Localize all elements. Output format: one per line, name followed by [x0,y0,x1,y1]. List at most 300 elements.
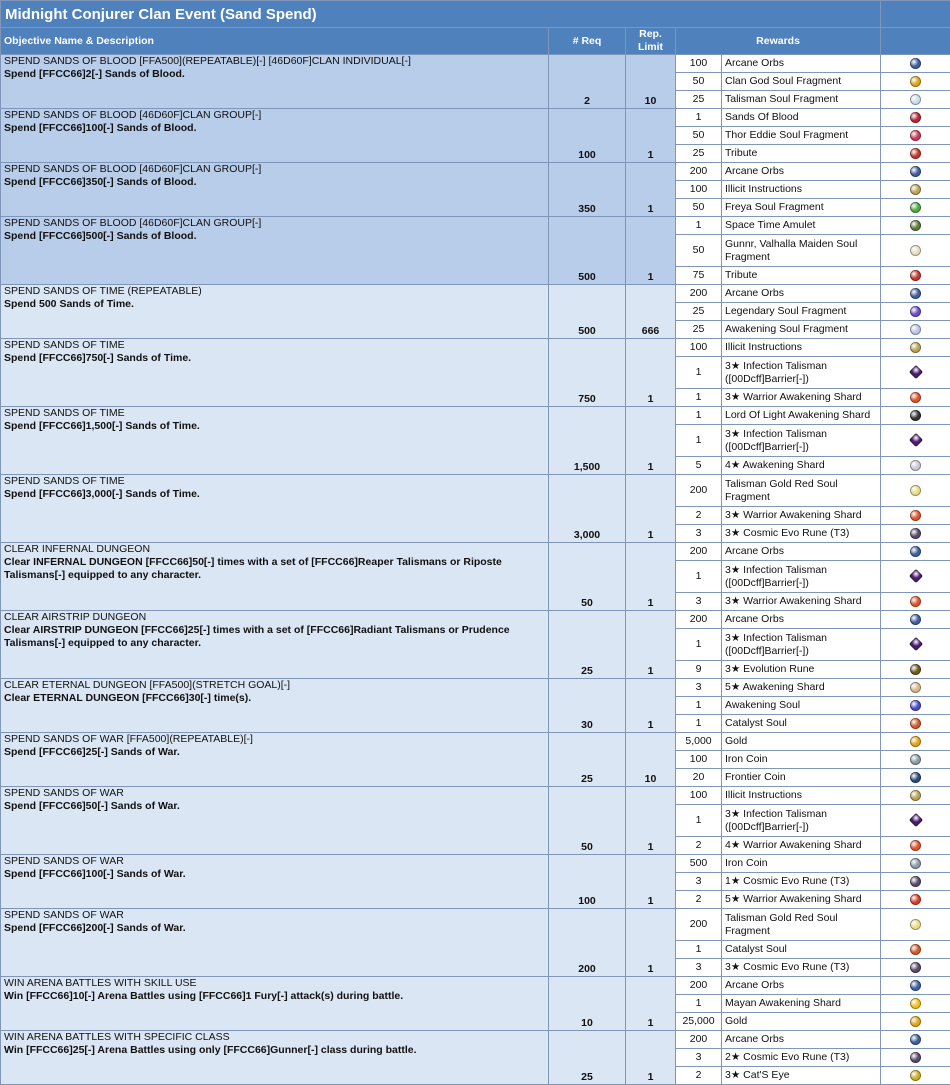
objective-cell [1,787,549,855]
reward-icon-cell [881,163,950,181]
objective-cell [1,339,549,407]
objective-row [1,1031,950,1049]
required-count: 3,000 [549,475,626,543]
repeat-limit: 1 [626,977,676,1031]
reward-amount: 1 [676,995,722,1013]
reward-amount: 500 [676,855,722,873]
objective-description: Spend [FFCC66]750[-] Sands of Time. [4,352,545,365]
reward-amount: 3 [676,1049,722,1067]
reward-amount: 200 [676,1031,722,1049]
reward-name: Lord Of Light Awakening Shard [722,407,881,425]
reward-name: Thor Eddie Soul Fragment [722,127,881,145]
reward-icon-cell [881,805,950,837]
warrior-awakening-shard-icon [910,510,921,521]
reward-name: 3★ Warrior Awakening Shard [722,507,881,525]
objective-cell [1,285,549,339]
reward-amount: 100 [676,787,722,805]
reward-icon-cell [881,357,950,389]
mayan-awakening-shard-icon [910,998,921,1009]
objective-row [1,543,950,561]
reward-amount: 50 [676,127,722,145]
reward-name: Arcane Orbs [722,55,881,73]
reward-amount: 100 [676,181,722,199]
reward-amount: 1 [676,941,722,959]
reward-name: 3★ Warrior Awakening Shard [722,389,881,407]
reward-name: 2★ Cosmic Evo Rune (T3) [722,1049,881,1067]
reward-name: 3★ Evolution Rune [722,661,881,679]
required-count: 100 [549,855,626,909]
repeat-limit: 1 [626,611,676,679]
talisman-gold-red-soul-fragment-icon [910,919,921,930]
reward-amount: 1 [676,357,722,389]
reward-icon-cell [881,1067,950,1085]
awakening-soul-icon [910,700,921,711]
reward-icon-cell [881,217,950,235]
reward-name: 3★ Warrior Awakening Shard [722,593,881,611]
reward-name: Arcane Orbs [722,611,881,629]
reward-amount: 2 [676,1067,722,1085]
reward-amount: 1 [676,425,722,457]
reward-amount: 100 [676,751,722,769]
header-objective: Objective Name & Description [1,28,549,55]
repeat-limit: 1 [626,855,676,909]
objective-row [1,55,950,73]
reward-name: Talisman Gold Red Soul Fragment [722,475,881,507]
objective-description: Spend [FFCC66]50[-] Sands of War. [4,800,545,813]
reward-amount: 200 [676,285,722,303]
reward-amount: 1 [676,629,722,661]
objective-cell [1,733,549,787]
reward-icon-cell [881,1013,950,1031]
objective-cell [1,407,549,475]
repeat-limit: 1 [626,909,676,977]
infection-talisman-icon [908,813,922,827]
warrior-awakening-shard-icon [910,840,921,851]
objective-name: SPEND SANDS OF TIME (REPEATABLE) [4,285,545,298]
reward-name: Frontier Coin [722,769,881,787]
reward-icon-cell [881,525,950,543]
cosmic-evo-rune-icon [910,962,921,973]
required-count: 50 [549,787,626,855]
reward-icon-cell [881,769,950,787]
objective-row [1,977,950,995]
objective-description: Spend [FFCC66]25[-] Sands of War. [4,746,545,759]
frontier-coin-icon [910,772,921,783]
tribute-icon [910,148,921,159]
reward-amount: 50 [676,235,722,267]
objective-row [1,339,950,357]
reward-icon-cell [881,959,950,977]
objective-name: SPEND SANDS OF TIME [4,339,545,352]
gold-icon [910,1016,921,1027]
required-count: 25 [549,1031,626,1085]
reward-icon-cell [881,697,950,715]
gold-icon [910,736,921,747]
repeat-limit: 1 [626,339,676,407]
reward-icon-cell [881,321,950,339]
arcane-orbs-icon [910,1034,921,1045]
reward-name: Iron Coin [722,855,881,873]
title-blank-cell [881,1,950,28]
arcane-orbs-icon [910,288,921,299]
objective-cell [1,909,549,977]
infection-talisman-icon [908,637,922,651]
title-row [1,1,950,28]
reward-amount: 20 [676,769,722,787]
reward-name: Illicit Instructions [722,181,881,199]
objective-name: WIN ARENA BATTLES WITH SPECIFIC CLASS [4,1031,545,1044]
reward-icon-cell [881,873,950,891]
reward-icon-cell [881,55,950,73]
reward-name: 1★ Cosmic Evo Rune (T3) [722,873,881,891]
objective-description: Spend [FFCC66]2[-] Sands of Blood. [4,68,545,81]
reward-name: Freya Soul Fragment [722,199,881,217]
reward-amount: 75 [676,267,722,285]
catalyst-soul-icon [910,718,921,729]
reward-name: 4★ Awakening Shard [722,457,881,475]
objective-cell [1,163,549,217]
reward-amount: 50 [676,73,722,91]
legendary-soul-fragment-icon [910,306,921,317]
objective-description: Spend [FFCC66]1,500[-] Sands of Time. [4,420,545,433]
reward-icon-cell [881,267,950,285]
reward-amount: 25,000 [676,1013,722,1031]
objective-cell [1,109,549,163]
reward-icon-cell [881,91,950,109]
required-count: 500 [549,285,626,339]
objective-name: WIN ARENA BATTLES WITH SKILL USE [4,977,545,990]
objective-row [1,475,950,507]
required-count: 750 [549,339,626,407]
reward-name: 4★ Warrior Awakening Shard [722,837,881,855]
objective-description: Spend [FFCC66]350[-] Sands of Blood. [4,176,545,189]
repeat-limit: 1 [626,407,676,475]
awakening-shard-5-icon [910,682,921,693]
space-time-amulet-icon [910,220,921,231]
objective-row [1,733,950,751]
reward-amount: 200 [676,977,722,995]
reward-name: 3★ Infection Talisman ([00Dcff]Barrier[-]) [722,561,881,593]
required-count: 30 [549,679,626,733]
reward-name: Gunnr, Valhalla Maiden Soul Fragment [722,235,881,267]
reward-amount: 3 [676,525,722,543]
reward-icon-cell [881,715,950,733]
freya-soul-fragment-icon [910,202,921,213]
objective-cell [1,1031,549,1085]
reward-icon-cell [881,787,950,805]
required-count: 200 [549,909,626,977]
lord-of-light-awakening-shard-icon [910,410,921,421]
reward-icon-cell [881,507,950,525]
reward-amount: 25 [676,145,722,163]
arcane-orbs-icon [910,58,921,69]
illicit-instructions-icon [910,184,921,195]
reward-icon-cell [881,285,950,303]
reward-name: Illicit Instructions [722,787,881,805]
reward-name: Sands Of Blood [722,109,881,127]
objective-name: SPEND SANDS OF BLOOD [46D60F]CLAN GROUP[-] [4,163,545,176]
reward-amount: 100 [676,55,722,73]
page-title: Midnight Conjurer Clan Event (Sand Spend) [1,1,881,28]
objective-description: Spend [FFCC66]100[-] Sands of War. [4,868,545,881]
illicit-instructions-icon [910,790,921,801]
gunnr-soul-fragment-icon [910,245,921,256]
repeat-limit: 1 [626,543,676,611]
repeat-limit: 1 [626,217,676,285]
reward-name: 3★ Infection Talisman ([00Dcff]Barrier[-]) [722,805,881,837]
reward-amount: 100 [676,339,722,357]
tribute-icon [910,270,921,281]
arcane-orbs-icon [910,166,921,177]
thor-eddie-soul-fragment-icon [910,130,921,141]
reward-icon-cell [881,181,950,199]
reward-name: 3★ Infection Talisman ([00Dcff]Barrier[-]) [722,629,881,661]
objective-name: SPEND SANDS OF BLOOD [FFA500](REPEATABLE)[-] [46D60F]CLAN INDIVIDUAL[-] [4,55,545,68]
reward-amount: 25 [676,91,722,109]
required-count: 350 [549,163,626,217]
objective-cell [1,977,549,1031]
required-count: 100 [549,109,626,163]
reward-amount: 1 [676,715,722,733]
reward-amount: 2 [676,891,722,909]
objective-cell [1,679,549,733]
reward-amount: 9 [676,661,722,679]
objective-row [1,217,950,235]
reward-name: Arcane Orbs [722,1031,881,1049]
cosmic-evo-rune-icon [910,1052,921,1063]
talisman-soul-fragment-icon [910,94,921,105]
required-count: 50 [549,543,626,611]
objective-description: Win [FFCC66]25[-] Arena Battles using only [FFCC66]Gunner[-] class during battle. [4,1044,545,1057]
reward-icon-cell [881,837,950,855]
objective-cell [1,217,549,285]
reward-amount: 3 [676,873,722,891]
objective-description: Spend [FFCC66]100[-] Sands of Blood. [4,122,545,135]
reward-amount: 1 [676,407,722,425]
repeat-limit: 10 [626,55,676,109]
objective-cell [1,855,549,909]
reward-icon-cell [881,751,950,769]
reward-icon-cell [881,977,950,995]
reward-name: Awakening Soul Fragment [722,321,881,339]
objective-description: Spend [FFCC66]500[-] Sands of Blood. [4,230,545,243]
illicit-instructions-icon [910,342,921,353]
reward-icon-cell [881,145,950,163]
reward-amount: 200 [676,475,722,507]
header-req: # Req [549,28,626,55]
talisman-gold-red-soul-fragment-icon [910,485,921,496]
required-count: 10 [549,977,626,1031]
reward-icon-cell [881,995,950,1013]
reward-amount: 200 [676,543,722,561]
reward-amount: 25 [676,321,722,339]
objective-row [1,163,950,181]
cats-eye-icon [910,1070,921,1081]
reward-amount: 200 [676,163,722,181]
reward-amount: 3 [676,959,722,977]
arcane-orbs-icon [910,980,921,991]
reward-name: Arcane Orbs [722,977,881,995]
objective-name: SPEND SANDS OF WAR [4,909,545,922]
reward-icon-cell [881,611,950,629]
objective-name: SPEND SANDS OF WAR [4,855,545,868]
objective-description: Clear INFERNAL DUNGEON [FFCC66]50[-] times with a set of [FFCC66]Reaper Talismans or Riposte Talismans[-] equipped to any character. [4,556,545,582]
objective-row [1,285,950,303]
objective-row [1,109,950,127]
reward-name: Arcane Orbs [722,543,881,561]
warrior-awakening-shard-icon [910,894,921,905]
reward-name: Gold [722,733,881,751]
reward-amount: 5,000 [676,733,722,751]
reward-name: 3★ Cat'S Eye [722,1067,881,1085]
reward-icon-cell [881,339,950,357]
arcane-orbs-icon [910,614,921,625]
reward-amount: 3 [676,679,722,697]
reward-icon-cell [881,199,950,217]
objective-description: Clear AIRSTRIP DUNGEON [FFCC66]25[-] times with a set of [FFCC66]Radiant Talismans or Prudence Talismans[-] equipped to any character. [4,624,545,650]
repeat-limit: 1 [626,109,676,163]
reward-icon-cell [881,733,950,751]
reward-name: 3★ Infection Talisman ([00Dcff]Barrier[-]) [722,357,881,389]
objective-row [1,787,950,805]
repeat-limit: 1 [626,475,676,543]
objective-name: SPEND SANDS OF WAR [4,787,545,800]
reward-icon-cell [881,629,950,661]
objective-description: Win [FFCC66]10[-] Arena Battles using [FFCC66]1 Fury[-] attack(s) during battle. [4,990,545,1003]
repeat-limit: 1 [626,679,676,733]
header-icon [881,28,950,55]
header-limit: Rep. Limit [626,28,676,55]
reward-icon-cell [881,109,950,127]
reward-amount: 200 [676,909,722,941]
reward-icon-cell [881,543,950,561]
reward-name: Space Time Amulet [722,217,881,235]
reward-name: Legendary Soul Fragment [722,303,881,321]
reward-amount: 1 [676,561,722,593]
reward-icon-cell [881,561,950,593]
reward-name: 3★ Cosmic Evo Rune (T3) [722,525,881,543]
reward-name: Talisman Gold Red Soul Fragment [722,909,881,941]
header-row [1,28,950,55]
iron-coin-icon [910,754,921,765]
reward-name: 3★ Cosmic Evo Rune (T3) [722,959,881,977]
objective-cell [1,543,549,611]
objective-row [1,611,950,629]
repeat-limit: 1 [626,163,676,217]
objective-name: SPEND SANDS OF TIME [4,407,545,420]
reward-name: Clan God Soul Fragment [722,73,881,91]
objective-name: CLEAR INFERNAL DUNGEON [4,543,545,556]
evolution-rune-icon [910,664,921,675]
objective-description: Spend [FFCC66]3,000[-] Sands of Time. [4,488,545,501]
reward-name: Awakening Soul [722,697,881,715]
reward-icon-cell [881,457,950,475]
reward-name: Catalyst Soul [722,715,881,733]
infection-talisman-icon [908,433,922,447]
objective-row [1,855,950,873]
reward-amount: 1 [676,697,722,715]
reward-name: Illicit Instructions [722,339,881,357]
infection-talisman-icon [908,365,922,379]
required-count: 500 [549,217,626,285]
reward-icon-cell [881,909,950,941]
objective-cell [1,55,549,109]
reward-icon-cell [881,593,950,611]
objective-row [1,909,950,941]
repeat-limit: 1 [626,1031,676,1085]
reward-icon-cell [881,73,950,91]
reward-name: Gold [722,1013,881,1031]
reward-name: Talisman Soul Fragment [722,91,881,109]
objective-cell [1,611,549,679]
objective-name: CLEAR AIRSTRIP DUNGEON [4,611,545,624]
objective-row [1,407,950,425]
objective-description: Clear ETERNAL DUNGEON [FFCC66]30[-] time(s). [4,692,545,705]
reward-icon-cell [881,661,950,679]
repeat-limit: 10 [626,733,676,787]
reward-amount: 2 [676,837,722,855]
reward-name: Iron Coin [722,751,881,769]
reward-icon-cell [881,389,950,407]
required-count: 2 [549,55,626,109]
reward-icon-cell [881,425,950,457]
reward-icon-cell [881,1049,950,1067]
iron-coin-icon [910,858,921,869]
reward-icon-cell [881,407,950,425]
warrior-awakening-shard-icon [910,392,921,403]
infection-talisman-icon [908,569,922,583]
reward-icon-cell [881,127,950,145]
reward-amount: 1 [676,805,722,837]
reward-amount: 200 [676,611,722,629]
reward-icon-cell [881,303,950,321]
reward-name: Tribute [722,267,881,285]
awakening-soul-fragment-icon [910,324,921,335]
required-count: 1,500 [549,407,626,475]
reward-icon-cell [881,679,950,697]
reward-name: Arcane Orbs [722,285,881,303]
reward-amount: 3 [676,593,722,611]
reward-amount: 25 [676,303,722,321]
objective-name: SPEND SANDS OF BLOOD [46D60F]CLAN GROUP[-] [4,109,545,122]
catalyst-soul-icon [910,944,921,955]
arcane-orbs-icon [910,546,921,557]
objective-description: Spend 500 Sands of Time. [4,298,545,311]
objective-name: SPEND SANDS OF TIME [4,475,545,488]
cosmic-evo-rune-icon [910,528,921,539]
warrior-awakening-shard-icon [910,596,921,607]
repeat-limit: 666 [626,285,676,339]
sands-of-blood-icon [910,112,921,123]
repeat-limit: 1 [626,787,676,855]
reward-icon-cell [881,235,950,267]
reward-name: 5★ Warrior Awakening Shard [722,891,881,909]
reward-icon-cell [881,855,950,873]
reward-amount: 1 [676,217,722,235]
reward-icon-cell [881,941,950,959]
reward-name: 3★ Infection Talisman ([00Dcff]Barrier[-]) [722,425,881,457]
reward-amount: 2 [676,507,722,525]
objective-description: Spend [FFCC66]200[-] Sands of War. [4,922,545,935]
reward-name: Catalyst Soul [722,941,881,959]
reward-amount: 50 [676,199,722,217]
reward-amount: 1 [676,389,722,407]
cosmic-evo-rune-icon [910,876,921,887]
objective-name: SPEND SANDS OF WAR [FFA500](REPEATABLE)[-] [4,733,545,746]
reward-amount: 5 [676,457,722,475]
reward-name: Mayan Awakening Shard [722,995,881,1013]
objective-name: CLEAR ETERNAL DUNGEON [FFA500](STRETCH GOAL)[-] [4,679,545,692]
